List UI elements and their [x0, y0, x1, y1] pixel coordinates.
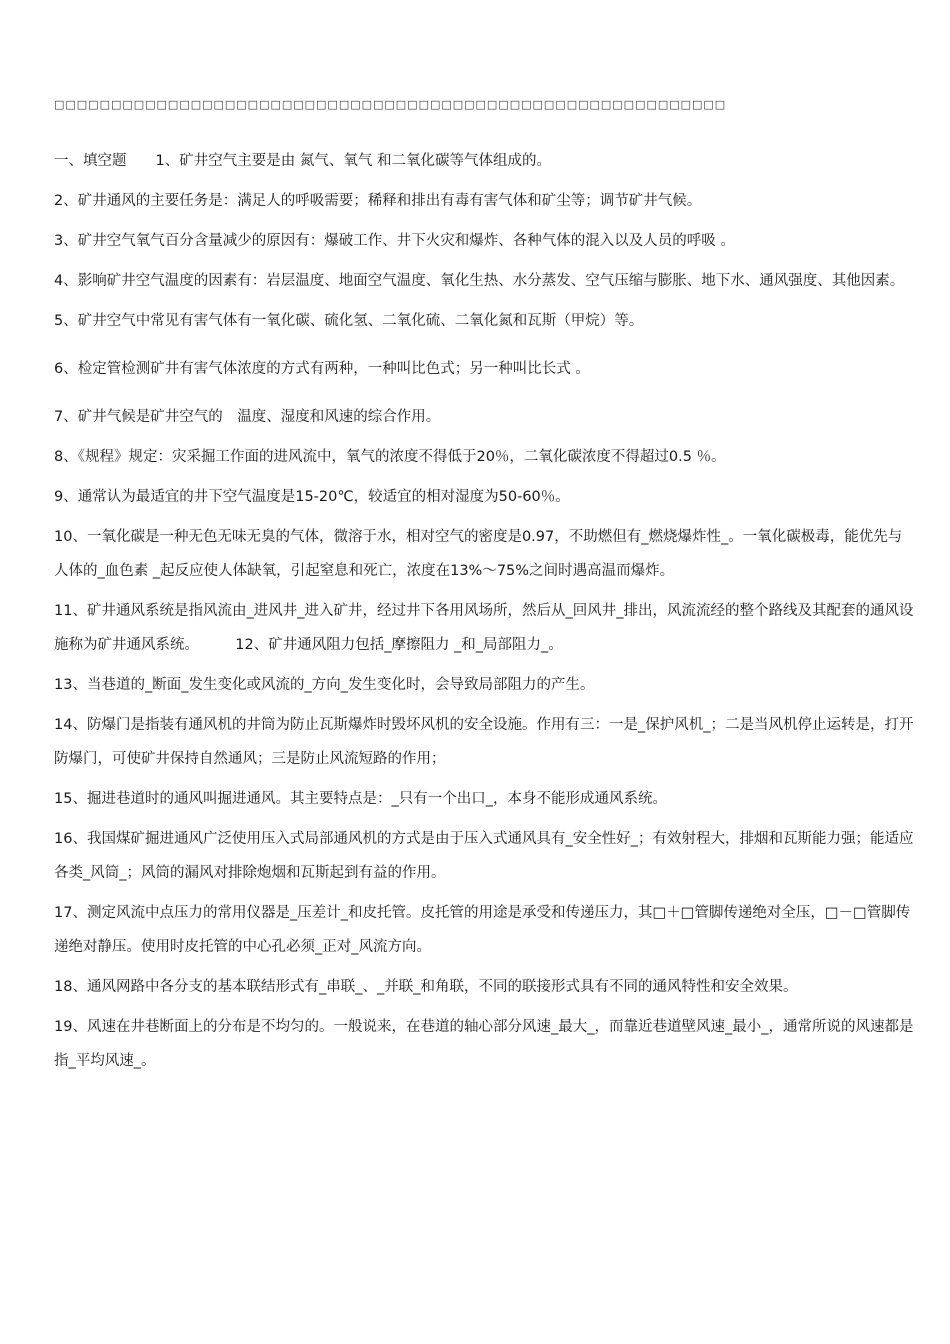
- paragraph-q8: 8、《规程》规定：灾采掘工作面的进风流中，氧气的浓度不得低于20％，二氧化碳浓度不得超过0.5 ％。: [54, 449, 726, 465]
- paragraph-q17: 17、测定风流中点压力的常用仪器是_压差计_和皮托管。皮托管的用途是承受和传递压力，其□＋□管脚传递绝对全压，□－□管脚传递绝对静压。使用时皮托管的中心孔必须_正对_风流方向。: [54, 905, 911, 955]
- paragraph-q10: 10、一氧化碳是一种无色无味无臭的气体，微溶于水，相对空气的密度是0.97，不助燃但有_燃烧爆炸性_。一氧化碳极毒，能优先与人体的_血色素 _起反应使人体缺氧，引起窒息和死亡，浓度在13%～75%之间时遇高温而爆炸。: [54, 529, 903, 579]
- paragraph-section-title-q1: 一、填空题 1、矿井空气主要是由 氮气、氧气 和二氧化碳等气体组成的。: [54, 153, 551, 169]
- paragraph-q18: 18、通风网路中各分支的基本联结形式有_串联_、_并联_和角联，不同的联接形式具有不同的通风特性和安全效果。: [54, 979, 798, 995]
- paragraph-q7: 7、矿井气候是矿井空气的 温度、湿度和风速的综合作用。: [54, 409, 441, 425]
- paragraph-q4: 4、影响矿井空气温度的因素有：岩层温度、地面空气温度、氧化生热、水分蒸发、空气压缩与膨胀、地下水、通风强度、其他因素。: [54, 273, 905, 289]
- paragraph-q13: 13、当巷道的_断面_发生变化或风流的_方向_发生变化时，会导致局部阻力的产生。: [54, 677, 595, 693]
- paragraph-q2: 2、矿井通风的主要任务是：满足人的呼吸需要；稀释和排出有毒有害气体和矿尘等；调节矿井气候。: [54, 193, 702, 209]
- paragraph-q16: 16、我国煤矿掘进通风广泛使用压入式局部通风机的方式是由于压入式通风具有_安全性好_；有效射程大，排烟和瓦斯能力强；能适应各类_风筒_；风筒的漏风对排除炮烟和瓦斯起到有益的作用。: [54, 831, 914, 881]
- garbled-header-line: □□□□□□□□□□□□□□□□□□□□□□□□□□□□□□□□□□□□□□□□□□□□□□□□□□□□□□□□□□□: [54, 98, 727, 111]
- paragraph-q9: 9、通常认为最适宜的井下空气温度是15-20℃，较适宜的相对湿度为50-60％。: [54, 489, 570, 505]
- paragraph-q14: 14、防爆门是指装有通风机的井筒为防止瓦斯爆炸时毁坏风机的安全设施。作用有三：一是_保护风机_；二是当风机停止运转是，打开防爆门，可使矿井保持自然通风；三是防止风流短路的作用；: [54, 717, 914, 767]
- document-body: [54, 144, 916, 1078]
- paragraph-q6: 6、检定管检测矿井有害气体浓度的方式有两种，一种叫比色式；另一种叫比长式 。: [54, 361, 590, 377]
- paragraph-q3: 3、矿井空气氧气百分含量减少的原因有：爆破工作、井下火灾和爆炸、各种气体的混入以及人员的呼吸 。: [54, 233, 735, 249]
- paragraph-q5: 5、矿井空气中常见有害气体有一氧化碳、硫化氢、二氧化硫、二氧化氮和瓦斯（甲烷）等。: [54, 313, 644, 329]
- paragraph-q11-q12: 11、矿井通风系统是指风流由_进风井_进入矿井，经过井下各用风场所，然后从_回风井_排出，风流流经的整个路线及其配套的通风设施称为矿井通风系统。 12、矿井通风阻力包括_摩擦阻力 _和_局部阻力_。: [54, 603, 914, 653]
- paragraph-q15: 15、掘进巷道时的通风叫掘进通风。其主要特点是：_只有一个出口_，本身不能形成通风系统。: [54, 791, 667, 807]
- paragraph-q19: 19、风速在井巷断面上的分布是不均匀的。一般说来，在巷道的轴心部分风速_最大_，而靠近巷道壁风速_最小_，通常所说的风速都是指_平均风速_。: [54, 1019, 914, 1069]
